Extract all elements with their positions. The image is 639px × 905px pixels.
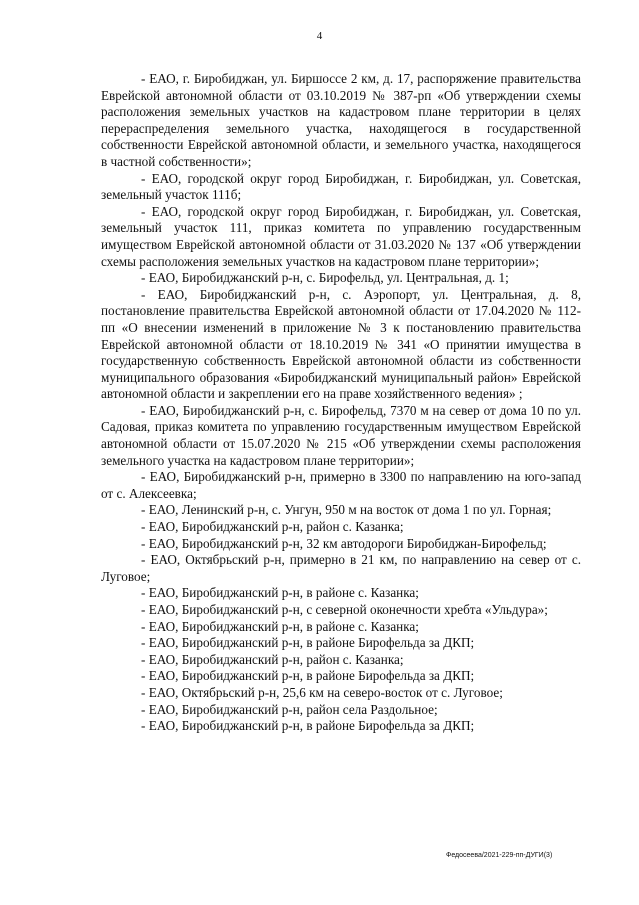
- paragraph-sovetskaya-111b: - ЕАО, городской округ город Биробиджан, г. Биробиджан, ул. Советская, земельный участок 111б;: [101, 170, 581, 203]
- document-footer-reference: Федосеева/2021-229-пп-ДУГИ(3): [446, 852, 553, 859]
- paragraph-list-item: - ЕАО, Биробиджанский р-н, район с. Казанка;: [141, 651, 404, 667]
- paragraph-list-item: - ЕАО, Биробиджанский р-н, в районе с. Казанка;: [141, 618, 419, 634]
- paragraph-list-item: - ЕАО, Октябрьский р-н, 25,6 км на северо-восток от с. Луговое;: [141, 684, 503, 700]
- paragraph-list-item: - ЕАО, Биробиджанский р-н, в районе с. Казанка;: [141, 585, 419, 601]
- paragraph-ungun: - ЕАО, Ленинский р-н, с. Унгун, 950 м на восток от дома 1 по ул. Горная;: [141, 502, 552, 518]
- paragraph-list-item: - ЕАО, Биробиджанский р-н, 32 км автодороги Биробиджан-Бирофельд;: [141, 535, 547, 551]
- paragraph-birshosse: - ЕАО, г. Биробиджан, ул. Биршоссе 2 км, д. 17, распоряжение правительства Еврейской автономной области от 03.10.2019 № 387-рп «Об утверждении схемы расположения земельных участков на кадастровом плане территории в целях перераспределения земельного участка, находящегося в государственной собственности Еврейской автономной области, и земельного участка, находящегося в частной собственности»;: [101, 71, 581, 169]
- paragraph-list-item: - ЕАО, Октябрьский р-н, примерно в 21 км, по направлению на север от с. Луговое;: [101, 552, 581, 584]
- paragraph-list-item: - ЕАО, Биробиджанский р-н, в районе Бирофельда за ДКП;: [141, 635, 475, 651]
- paragraph-list-item: - ЕАО, Биробиджанский р-н, в районе Бирофельда за ДКП;: [141, 668, 475, 684]
- paragraph-alekseevka: - ЕАО, Биробиджанский р-н, примерно в 3300 по направлению на юго-запад от с. Алексеевка;: [101, 469, 581, 501]
- paragraph-sovetskaya-111: - ЕАО, городской округ город Биробиджан, г. Биробиджан, ул. Советская, земельный участок 111, приказ комитета по управлению государственным имуществом Еврейской автономной области от 31.03.2020 № 137 «Об утверждении схемы расположения земельных участков на кадастровом плане территории»;: [101, 203, 581, 269]
- paragraph-list-item: - ЕАО, Биробиджанский р-н, район села Раздольное;: [141, 701, 438, 717]
- paragraph-aeroport: - ЕАО, Биробиджанский р-н, с. Аэропорт, ул. Центральная, д. 8, постановление правительства Еврейской автономной области от 17.04.2020 № 112-пп «О внесении изменений в приложение № 3 к постановлению правительства Еврейской автономной области от 18.10.2019 № 341 «О принятии имущества в государственную собственность Еврейской автономной области из собственности муниципального образования «Биробиджанский муниципальный район» Еврейской автономной области и закреплении его на праве хозяйственного ведения» ;: [101, 286, 581, 402]
- paragraph-birofeld-sadovaya: - ЕАО, Биробиджанский р-н, с. Бирофельд, 7370 м на север от дома 10 по ул. Садовая, приказ комитета по управлению государственным имуществом Еврейской автономной области от 15.07.2020 № 215 «Об утверждении схемы расположения земельного участка на кадастровом плане территории»;: [101, 402, 581, 468]
- document-body: [101, 71, 581, 735]
- paragraph-list-item: - ЕАО, Биробиджанский р-н, в районе Бирофельда за ДКП;: [141, 718, 475, 734]
- paragraph-list-item: - ЕАО, Биробиджанский р-н, район с. Казанка;: [141, 519, 404, 535]
- paragraph-list-item: - ЕАО, Биробиджанский р-н, с северной оконечности хребта «Ульдура»;: [141, 602, 548, 617]
- paragraph-birofeld-centralnaya: - ЕАО, Биробиджанский р-н, с. Бирофельд, ул. Центральная, д. 1;: [141, 270, 509, 286]
- page-number: 4: [316, 30, 323, 42]
